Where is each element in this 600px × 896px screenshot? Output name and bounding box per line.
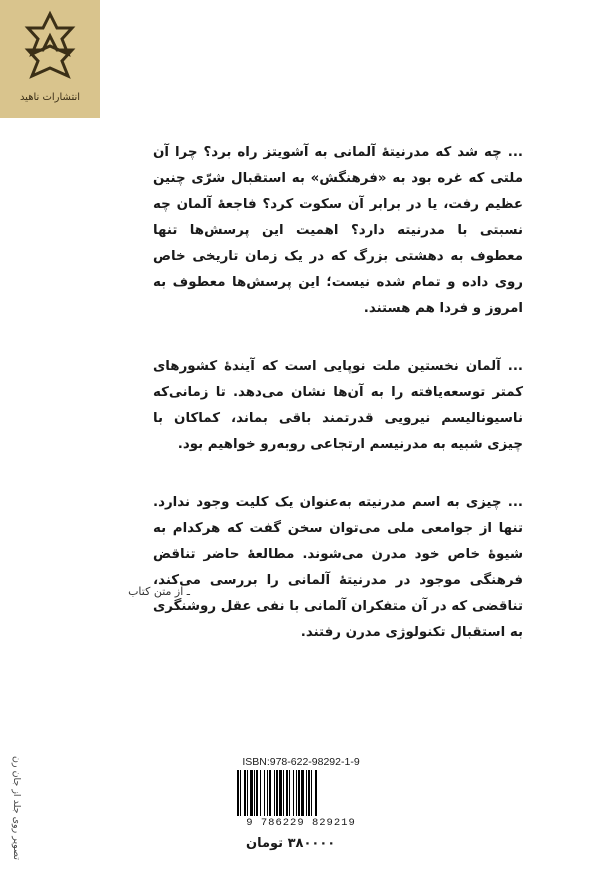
paragraph-3: ... چیزی به اسم مدرنیته به‌عنوان یک کلیت وجود ندارد. تنها از جوامعی ملی می‌توان سخن گفت که هرکدام به شیوهٔ خاص خود مدرن می‌شوند. مطالعهٔ حاضر تناقض فرهنگی موجود در مدرنیتهٔ آلمانی را بررسی می‌کند، تناقضی که در آن متفکران آلمانی با نفی عقل روشنگری به استقبال تکنولوژی مدرن رفتند. <box>153 495 523 640</box>
price: ۳۸۰۰۰۰ تومان <box>246 836 336 851</box>
isbn-text: ISBN:978-622-98292-1-9 <box>242 756 360 768</box>
star-logo-icon <box>22 10 78 82</box>
paragraph-2: ... آلمان نخستین ملت نوپایی است که آیندهٔ کشورهای کمتر توسعه‌یافته را به آن‌ها نشان می‌دهد. تا زمانی‌که ناسیونالیسم نیرویی قدرتمند باقی بماند، کماکان با چیزی شبیه به مدرنیسم ارتجاعی روبه‌رو خواهیم بود. <box>153 359 523 452</box>
back-cover-text <box>153 140 523 678</box>
barcode <box>233 770 369 816</box>
publisher-block <box>0 0 100 118</box>
paragraph-1: ... چه شد که مدرنیتهٔ آلمانی به آشویتز راه برد؟ چرا آن ملتی که غره بود به «فرهنگش» به استقبال شرّی چنین عظیم رفت، یا در برابر آن سکوت کرد؟ فاجعهٔ آلمان چه نسبتی با مدرنیته دارد؟ اهمیت این پرسش‌ها تنها معطوف به دهشتی بزرگ که در یک زمان تاریخی خاص روی داده و تمام شده نیست؛ این پرسش‌ها معطوف به امروز و فردا هم هستند. <box>153 145 523 316</box>
barcode-number: 9 786229 829219 <box>246 817 356 829</box>
source-note: ـ از متن کتاب <box>128 585 190 598</box>
cover-credit: تصویر روی جلد از جان رن <box>11 756 22 860</box>
barcode-block <box>233 756 369 829</box>
publisher-name: انتشارات ناهید <box>19 92 81 103</box>
